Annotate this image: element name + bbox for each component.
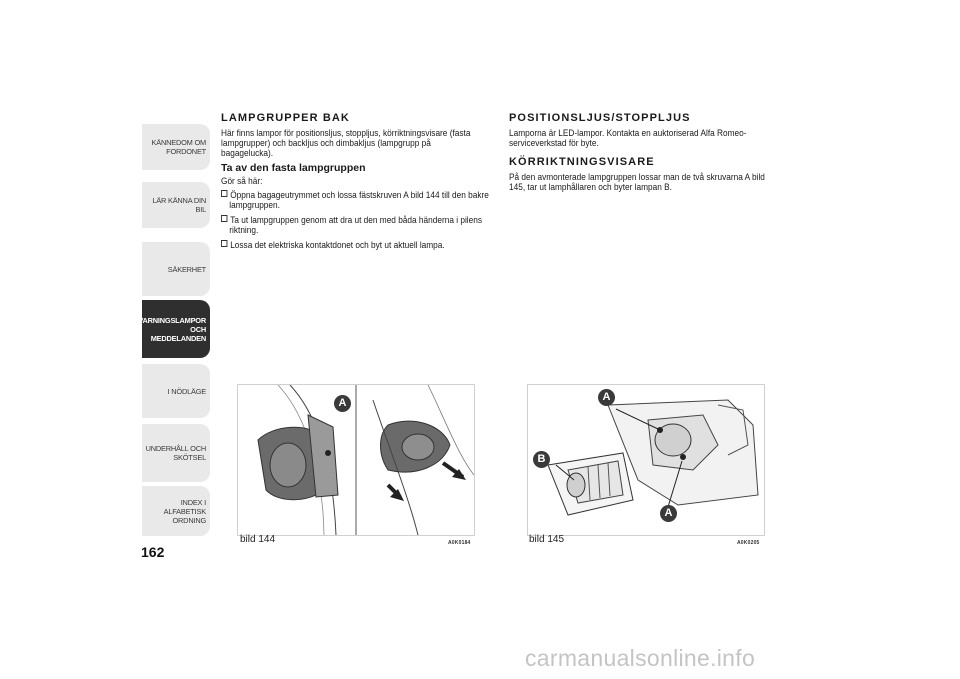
- left-column: [221, 112, 489, 255]
- figure-145: [527, 384, 765, 536]
- right-column: [509, 112, 781, 196]
- label-a-badge: A: [598, 389, 615, 406]
- tab-sakerhet[interactable]: SÄKERHET: [142, 242, 210, 296]
- figure-145-caption: bild 145: [529, 534, 565, 545]
- figure-144: [237, 384, 475, 536]
- step-item: Ta ut lampgruppen genom att dra ut den med båda händerna i pilens riktning.: [221, 215, 493, 235]
- section-heading-positionsljus: POSITIONSLJUS/STOPPLJUS: [509, 112, 691, 124]
- rear-lamp-illustration: [238, 385, 474, 535]
- tab-kannedom-om-fordonet[interactable]: KÄNNEDOM OM FORDONET: [142, 124, 210, 170]
- figure-144-code: A0K0184: [448, 540, 471, 546]
- figure-145-code: A0K0205: [737, 540, 760, 546]
- label-a-badge: A: [334, 395, 351, 412]
- tab-i-nodlage[interactable]: I NÖDLÄGE: [142, 364, 210, 418]
- watermark: carmanualsonline.info: [525, 645, 756, 671]
- subheading: Ta av den fasta lampgruppen: [221, 162, 366, 174]
- tab-underhall-och-skotsel[interactable]: UNDERHÅLL OCH SKÖTSEL: [142, 424, 210, 482]
- tab-varningslampor-och-meddelanden[interactable]: VARNINGSLAMPOR OCH MEDDELANDEN: [142, 300, 210, 358]
- page-number: 162: [141, 544, 165, 560]
- intro-paragraph: Här finns lampor för positionsljus, stoppljus, körriktningsvisare (fasta lampgrupper) och backljus och dimbakljus (lampgrupp på bagagelucka).: [221, 128, 471, 158]
- section-heading-korriktningsvisare: KÖRRIKTNINGSVISARE: [509, 156, 655, 168]
- step-item: Öppna bagageutrymmet och lossa fästskruven A bild 144 till den bakre lampgruppen.: [221, 190, 493, 210]
- lamp-holder-illustration: [528, 385, 764, 535]
- paragraph-positionsljus: Lamporna är LED-lampor. Kontakta en auktoriserad Alfa Romeo-serviceverkstad för byte.: [509, 128, 747, 148]
- section-heading-lampgrupper-bak: LAMPGRUPPER BAK: [221, 112, 350, 124]
- label-a-badge: A: [660, 505, 677, 522]
- step-item: Lossa det elektriska kontaktdonet och byt ut aktuell lampa.: [221, 240, 493, 250]
- checkbox-bullet-icon: [221, 240, 227, 247]
- figure-144-caption: bild 144: [240, 534, 276, 545]
- paragraph-korriktningsvisare: På den avmonterade lampgruppen lossar man de två skruvarna A bild 145, tar ut lamphållaren och byter lampan B.: [509, 172, 765, 192]
- lead-text: Gör så här:: [221, 176, 263, 186]
- tab-index-i-alfabetisk-ordning[interactable]: INDEX I ALFABETISK ORDNING: [142, 486, 210, 536]
- checkbox-bullet-icon: [221, 190, 227, 197]
- checkbox-bullet-icon: [221, 215, 227, 222]
- tab-lar-kanna-din-bil[interactable]: LÄR KÄNNA DIN BIL: [142, 182, 210, 228]
- label-b-badge: B: [533, 451, 550, 468]
